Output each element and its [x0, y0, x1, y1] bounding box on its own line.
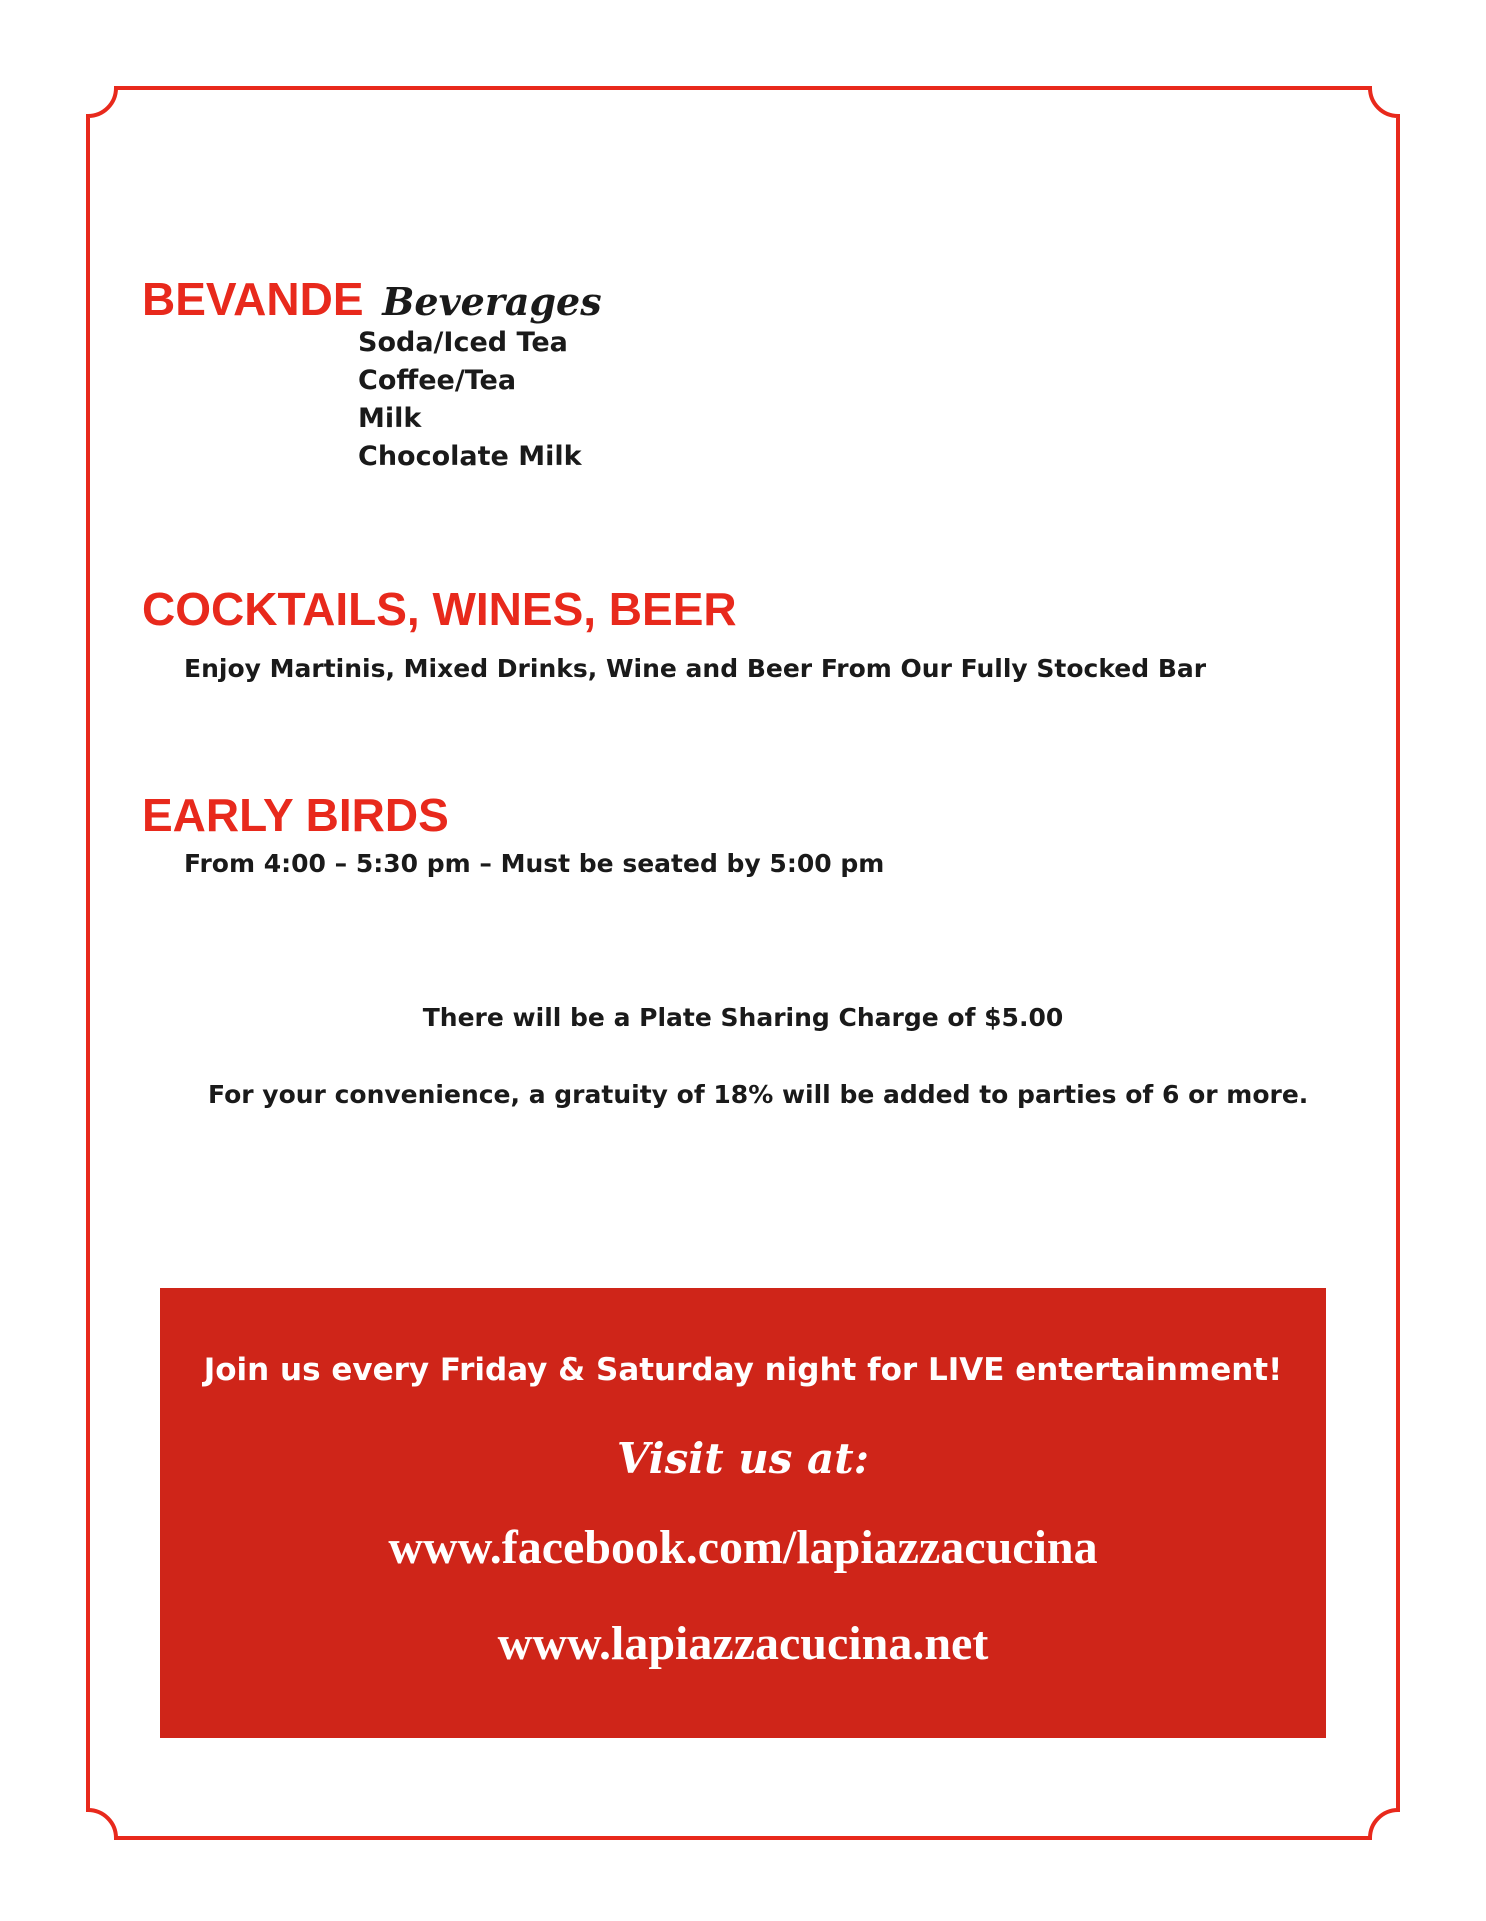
website-link[interactable]: www.lapiazzacucina.net — [497, 1617, 989, 1670]
list-item: Coffee/Tea — [358, 365, 517, 396]
plate-sharing-notice: There will be a Plate Sharing Charge of $5.00 — [422, 1003, 1064, 1032]
cocktails-description: Enjoy Martinis, Mixed Drinks, Wine and Beer From Our Fully Stocked Bar — [184, 654, 1207, 683]
beverages-heading — [142, 273, 602, 325]
beverages-title: BEVANDE — [142, 273, 364, 325]
cocktails-heading: COCKTAILS, WINES, BEER — [142, 583, 737, 635]
beverages-subtitle: Beverages — [382, 279, 602, 324]
facebook-link[interactable]: www.facebook.com/lapiazzacucina — [388, 1521, 1098, 1574]
entertainment-text: Join us every Friday & Saturday night for LIVE entertainment! — [203, 1352, 1283, 1388]
early-birds-description: From 4:00 – 5:30 pm – Must be seated by 5:00 pm — [184, 849, 885, 878]
promo-banner — [160, 1288, 1326, 1738]
list-item: Soda/Iced Tea — [358, 327, 568, 358]
list-item: Chocolate Milk — [358, 441, 582, 472]
list-item: Milk — [358, 403, 422, 434]
early-birds-heading: EARLY BIRDS — [142, 789, 449, 841]
gratuity-notice: For your convenience, a gratuity of 18% will be added to parties of 6 or more. — [208, 1080, 1309, 1109]
visit-text: Visit us at: — [616, 1434, 870, 1483]
beverages-list — [358, 324, 582, 476]
